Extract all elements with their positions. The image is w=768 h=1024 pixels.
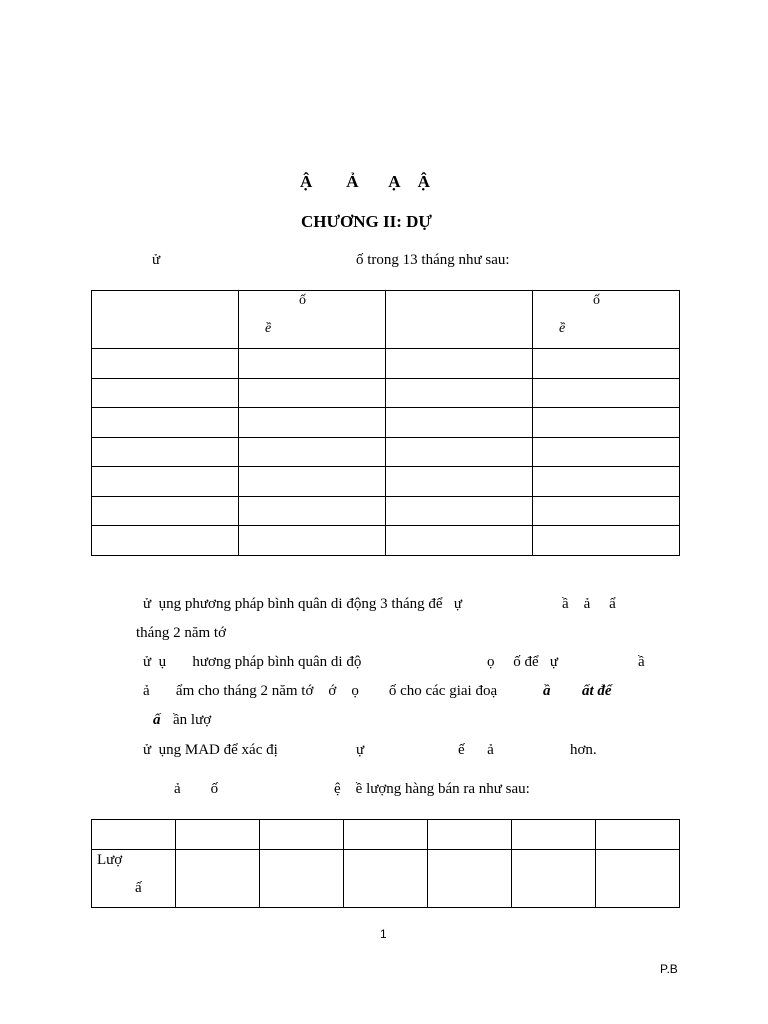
intro-lead: ử <box>152 252 161 268</box>
table-cell <box>533 467 680 497</box>
table-header-cell <box>344 820 428 850</box>
table-cell <box>386 379 533 408</box>
table-cell <box>533 497 680 526</box>
paragraph-text: ần lượ <box>173 712 212 728</box>
header-mark: ố <box>593 293 600 308</box>
table-cell <box>533 438 680 467</box>
table-cell <box>386 349 533 379</box>
table-cell <box>386 408 533 438</box>
table-header-cell <box>386 291 533 349</box>
header-mark: ề <box>265 321 272 336</box>
table-header-row <box>92 291 680 349</box>
table-cell <box>260 850 344 908</box>
paragraph-text: hơn. <box>570 742 597 758</box>
table-cell <box>239 467 386 497</box>
table-cell <box>92 408 239 438</box>
paragraph-text: ất để <box>582 683 612 699</box>
table-cell <box>533 526 680 556</box>
table-cell <box>239 497 386 526</box>
paragraph-text: ử ụng phương pháp bình quân di động 3 tháng để ự <box>143 596 462 612</box>
table-header-cell <box>512 820 596 850</box>
table-header-cell <box>428 820 512 850</box>
table-cell <box>92 379 239 408</box>
data-table-monthly <box>91 290 680 556</box>
table-header-cell <box>260 820 344 850</box>
header-mark: ố <box>299 293 306 308</box>
table-cell <box>176 850 260 908</box>
chapter-title: CHƯƠNG II: DỰ <box>301 212 432 231</box>
table-cell <box>533 349 680 379</box>
table-cell <box>386 467 533 497</box>
paragraph-text: ầ ả ẩ <box>562 596 616 612</box>
header-mark: ề <box>559 321 566 336</box>
page-number: 1 <box>380 927 387 941</box>
table-row <box>92 526 680 556</box>
paragraph-text: ử ụng MAD để xác đị <box>143 742 278 758</box>
table-cell <box>428 850 512 908</box>
table-cell <box>92 438 239 467</box>
table-cell <box>386 526 533 556</box>
table-cell <box>386 497 533 526</box>
sales-table <box>91 819 680 908</box>
table-row <box>92 408 680 438</box>
table-header-cell <box>92 291 239 349</box>
table-row <box>92 497 680 526</box>
paragraph-text: ầ <box>638 654 645 670</box>
table-row-label <box>92 850 176 908</box>
table-cell <box>239 379 386 408</box>
table-cell <box>344 850 428 908</box>
paragraph-text: ấ <box>153 712 161 728</box>
table-row <box>92 438 680 467</box>
paragraph-text: ả ố <box>174 781 219 797</box>
table-cell <box>512 850 596 908</box>
table-header-cell <box>176 820 260 850</box>
table-row <box>92 467 680 497</box>
table-header-cell <box>533 291 680 349</box>
paragraph-text: ầ <box>543 683 551 699</box>
table-cell <box>239 438 386 467</box>
paragraph-text: tháng 2 năm tớ <box>136 625 226 641</box>
table-cell <box>92 497 239 526</box>
table-cell <box>92 526 239 556</box>
table-cell <box>533 408 680 438</box>
intro-tail: ố trong 13 tháng như sau: <box>356 252 510 268</box>
table-header-cell <box>596 820 680 850</box>
table-cell <box>533 379 680 408</box>
document-title: Ậ Ả Ạ Ậ <box>300 172 430 191</box>
table-cell <box>92 467 239 497</box>
paragraph-text: ọ ố để ự <box>487 654 559 670</box>
row-label-text: ấ <box>135 880 142 896</box>
table-cell <box>386 438 533 467</box>
table-header-cell <box>92 820 176 850</box>
paragraph-text: ả ẩm cho tháng 2 năm tớ ớ ọ ố cho các giai đoạ <box>143 683 498 699</box>
table-header-row <box>92 820 680 850</box>
table-cell <box>239 408 386 438</box>
row-label-text: Lượ <box>97 852 123 868</box>
table-cell <box>596 850 680 908</box>
table-cell <box>239 526 386 556</box>
footer-initials: P.B <box>660 962 678 976</box>
table-cell <box>92 349 239 379</box>
paragraph-text: ệ ề lượng hàng bán ra như sau: <box>334 781 530 797</box>
table-row <box>92 379 680 408</box>
table-row <box>92 349 680 379</box>
table-row <box>92 850 680 908</box>
table-header-cell <box>239 291 386 349</box>
paragraph-text: ế ả <box>458 742 494 758</box>
paragraph-text: ự <box>356 742 365 758</box>
paragraph-text: ử ụ hương pháp bình quân di độ <box>143 654 362 670</box>
table-cell <box>239 349 386 379</box>
